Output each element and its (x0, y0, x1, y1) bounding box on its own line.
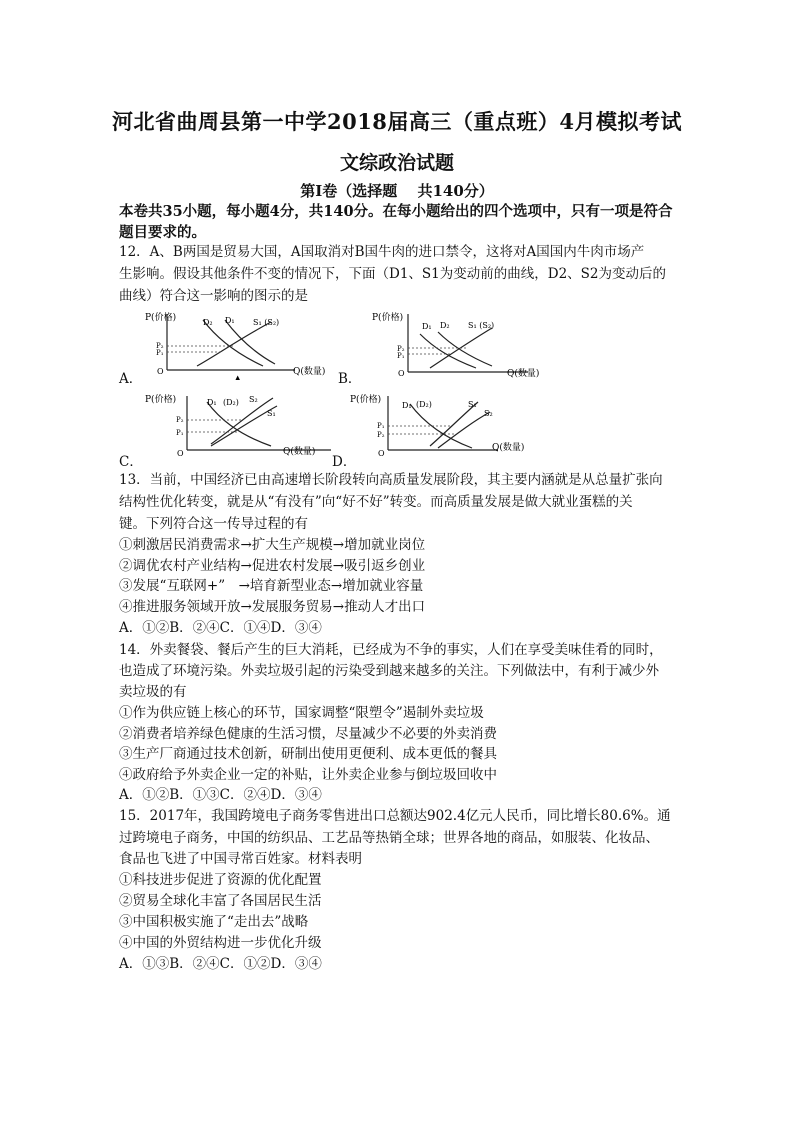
graph-b-p2-label: P₂ (397, 345, 405, 353)
q13-choices: A．①②B．②④C．①④D．③④ (119, 620, 322, 636)
graph-d-xaxis-label: Q(数量) (492, 443, 525, 453)
graph-c-curve-label: S₂ (249, 395, 258, 404)
graph-a-yaxis-label: P(价格) (145, 313, 177, 323)
graph-d-curve-label: D₁ (402, 401, 412, 410)
graph-d-p1-label: P₁ (377, 422, 385, 430)
graph-c (145, 390, 345, 462)
graph-d-yaxis-label: P(价格) (350, 395, 382, 405)
q14-option: ②消费者培养绿色健康的生活习惯，尽量减少不必要的外卖消费 (119, 726, 497, 742)
graph-d-p2-label: P₂ (377, 431, 385, 439)
q15-choices: A．①③B．②④C．①②D．③④ (119, 956, 322, 972)
q14-option: ④政府给予外卖企业一定的补贴，让外卖企业参与倒垃圾回收中 (119, 767, 497, 783)
q14-option: ③生产厂商通过技术创新，研制出使用更便利、成本更低的餐具 (119, 746, 497, 762)
graph-b-yaxis-label: P(价格) (372, 313, 404, 323)
graph-d-curve-label: (D₂) (416, 400, 432, 409)
graph-c-p2-label: P₂ (176, 416, 184, 424)
option-d-label: D． (332, 454, 357, 470)
graph-a (145, 308, 335, 380)
q14-choices: A．①②B．①③C．②④D．③④ (119, 787, 322, 803)
q12-line: 生影响。假设其他条件不变的情况下，下面（D1、S1为变动前的曲线，D2、S2为变动后的 (119, 266, 666, 282)
option-b-label: B． (338, 371, 362, 387)
graph-a-curve-label: S₁ (S₂) (253, 318, 280, 327)
graph-a-xaxis-label: Q(数量) (293, 367, 326, 377)
graph-d-origin-label: O (378, 449, 385, 458)
exam-title: 河北省曲周县第一中学2018届高三（重点班）4月模拟考试 (111, 109, 683, 134)
graph-b-curve-label: S₁ (S₂) (468, 321, 495, 330)
graph-d-curve-label: S₂ (484, 409, 493, 418)
q13-option: ④推进服务领域开放→发展服务贸易→推动人才出口 (119, 599, 426, 615)
q15-option: ②贸易全球化丰富了各国居民生活 (119, 893, 322, 909)
option-c-label: C． (119, 454, 143, 470)
q15-line: 15．2017年，我国跨境电子商务零售进出口总额达902.4亿元人民币，同比增长80.6%。通 (119, 808, 671, 824)
graph-c-p1-label: P₁ (176, 429, 184, 437)
q14-option: ①作为供应链上核心的环节，国家调整“限塑令”遏制外卖垃圾 (119, 705, 484, 721)
q15-line: 食品也飞进了中国寻常百姓家。材料表明 (119, 851, 362, 867)
q13-line: 键。下列符合这一传导过程的有 (119, 516, 308, 532)
section-heading: 第Ⅰ卷（选择题 共140分） (300, 182, 494, 200)
q15-option: ①科技进步促进了资源的优化配置 (119, 872, 322, 888)
graph-c-curve-label: D₁ (207, 398, 217, 407)
graph-b-origin-label: O (398, 369, 405, 378)
q15-option: ④中国的外贸结构进一步优化升级 (119, 935, 322, 951)
q15-line: 过跨境电子商务，中国的纺织品、工艺品等热销全球；世界各地的商品，如服装、化妆品、 (119, 830, 659, 846)
q13-line: 13．当前，中国经济已由高速增长阶段转向高质量发展阶段，其主要内涵就是从总量扩张向 (119, 472, 663, 488)
graph-a-curve-label: D₂ (203, 318, 213, 327)
graph-a-curve-label: D₁ (225, 316, 235, 325)
q13-option: ①刺激居民消费需求→扩大生产规模→增加就业岗位 (119, 537, 426, 553)
q12-line: 曲线）符合这一影响的图示的是 (119, 288, 308, 304)
graph-c-yaxis-label: P(价格) (145, 395, 177, 405)
graph-b-curve-label: D₂ (440, 321, 450, 330)
q14-line: 14．外卖餐袋、餐后产生的巨大消耗，已经成为不争的事实，人们在享受美味佳肴的同时， (119, 642, 663, 658)
q14-line: 卖垃圾的有 (119, 684, 187, 700)
graph-b-p1-label: P₁ (397, 352, 405, 360)
graph-a-p2-label: P₂ (156, 342, 164, 350)
graph-d-curve-label: S₁ (468, 400, 477, 409)
svg-text:▲: ▲ (235, 374, 241, 380)
q13-line: 结构性优化转变，就是从“有没有”向“好不好”转变。而高质量发展是做大就业蛋糕的关 (119, 494, 633, 510)
option-a-label: A． (119, 371, 143, 387)
q15-option: ③中国积极实施了“走出去”战略 (119, 914, 309, 930)
graph-b (372, 308, 562, 380)
q13-option: ②调优农村产业结构→促进农村发展→吸引返乡创业 (119, 558, 426, 574)
q14-line: 也造成了环境污染。外卖垃圾引起的污染受到越来越多的关注。下列做法中，有利于减少外 (119, 663, 659, 679)
q13-option: ③发展“互联网+” →培育新型业态→增加就业容量 (119, 578, 424, 594)
graph-b-curve-label: D₁ (422, 322, 432, 331)
graph-d (350, 390, 550, 462)
graph-b-xaxis-label: Q(数量) (507, 369, 540, 379)
graph-a-origin-label: O (157, 367, 164, 376)
graph-a-p1-label: P₁ (156, 349, 164, 357)
graph-c-curve-label: (D₂) (223, 398, 239, 407)
exam-subtitle: 文综政治试题 (339, 152, 454, 174)
graph-c-xaxis-label: Q(数量) (283, 447, 316, 457)
graph-c-curve-label: S₁ (267, 409, 276, 418)
instruction-text: 本卷共35小题，每小题4分，共140分。在每小题给出的四个选项中，只有一项是符合题目要求的。 (119, 203, 673, 241)
q12-line: 12．A、B两国是贸易大国，A国取消对B国牛肉的进口禁令，这将对A国国内牛肉市场产 (119, 244, 645, 260)
graph-c-origin-label: O (177, 449, 184, 458)
